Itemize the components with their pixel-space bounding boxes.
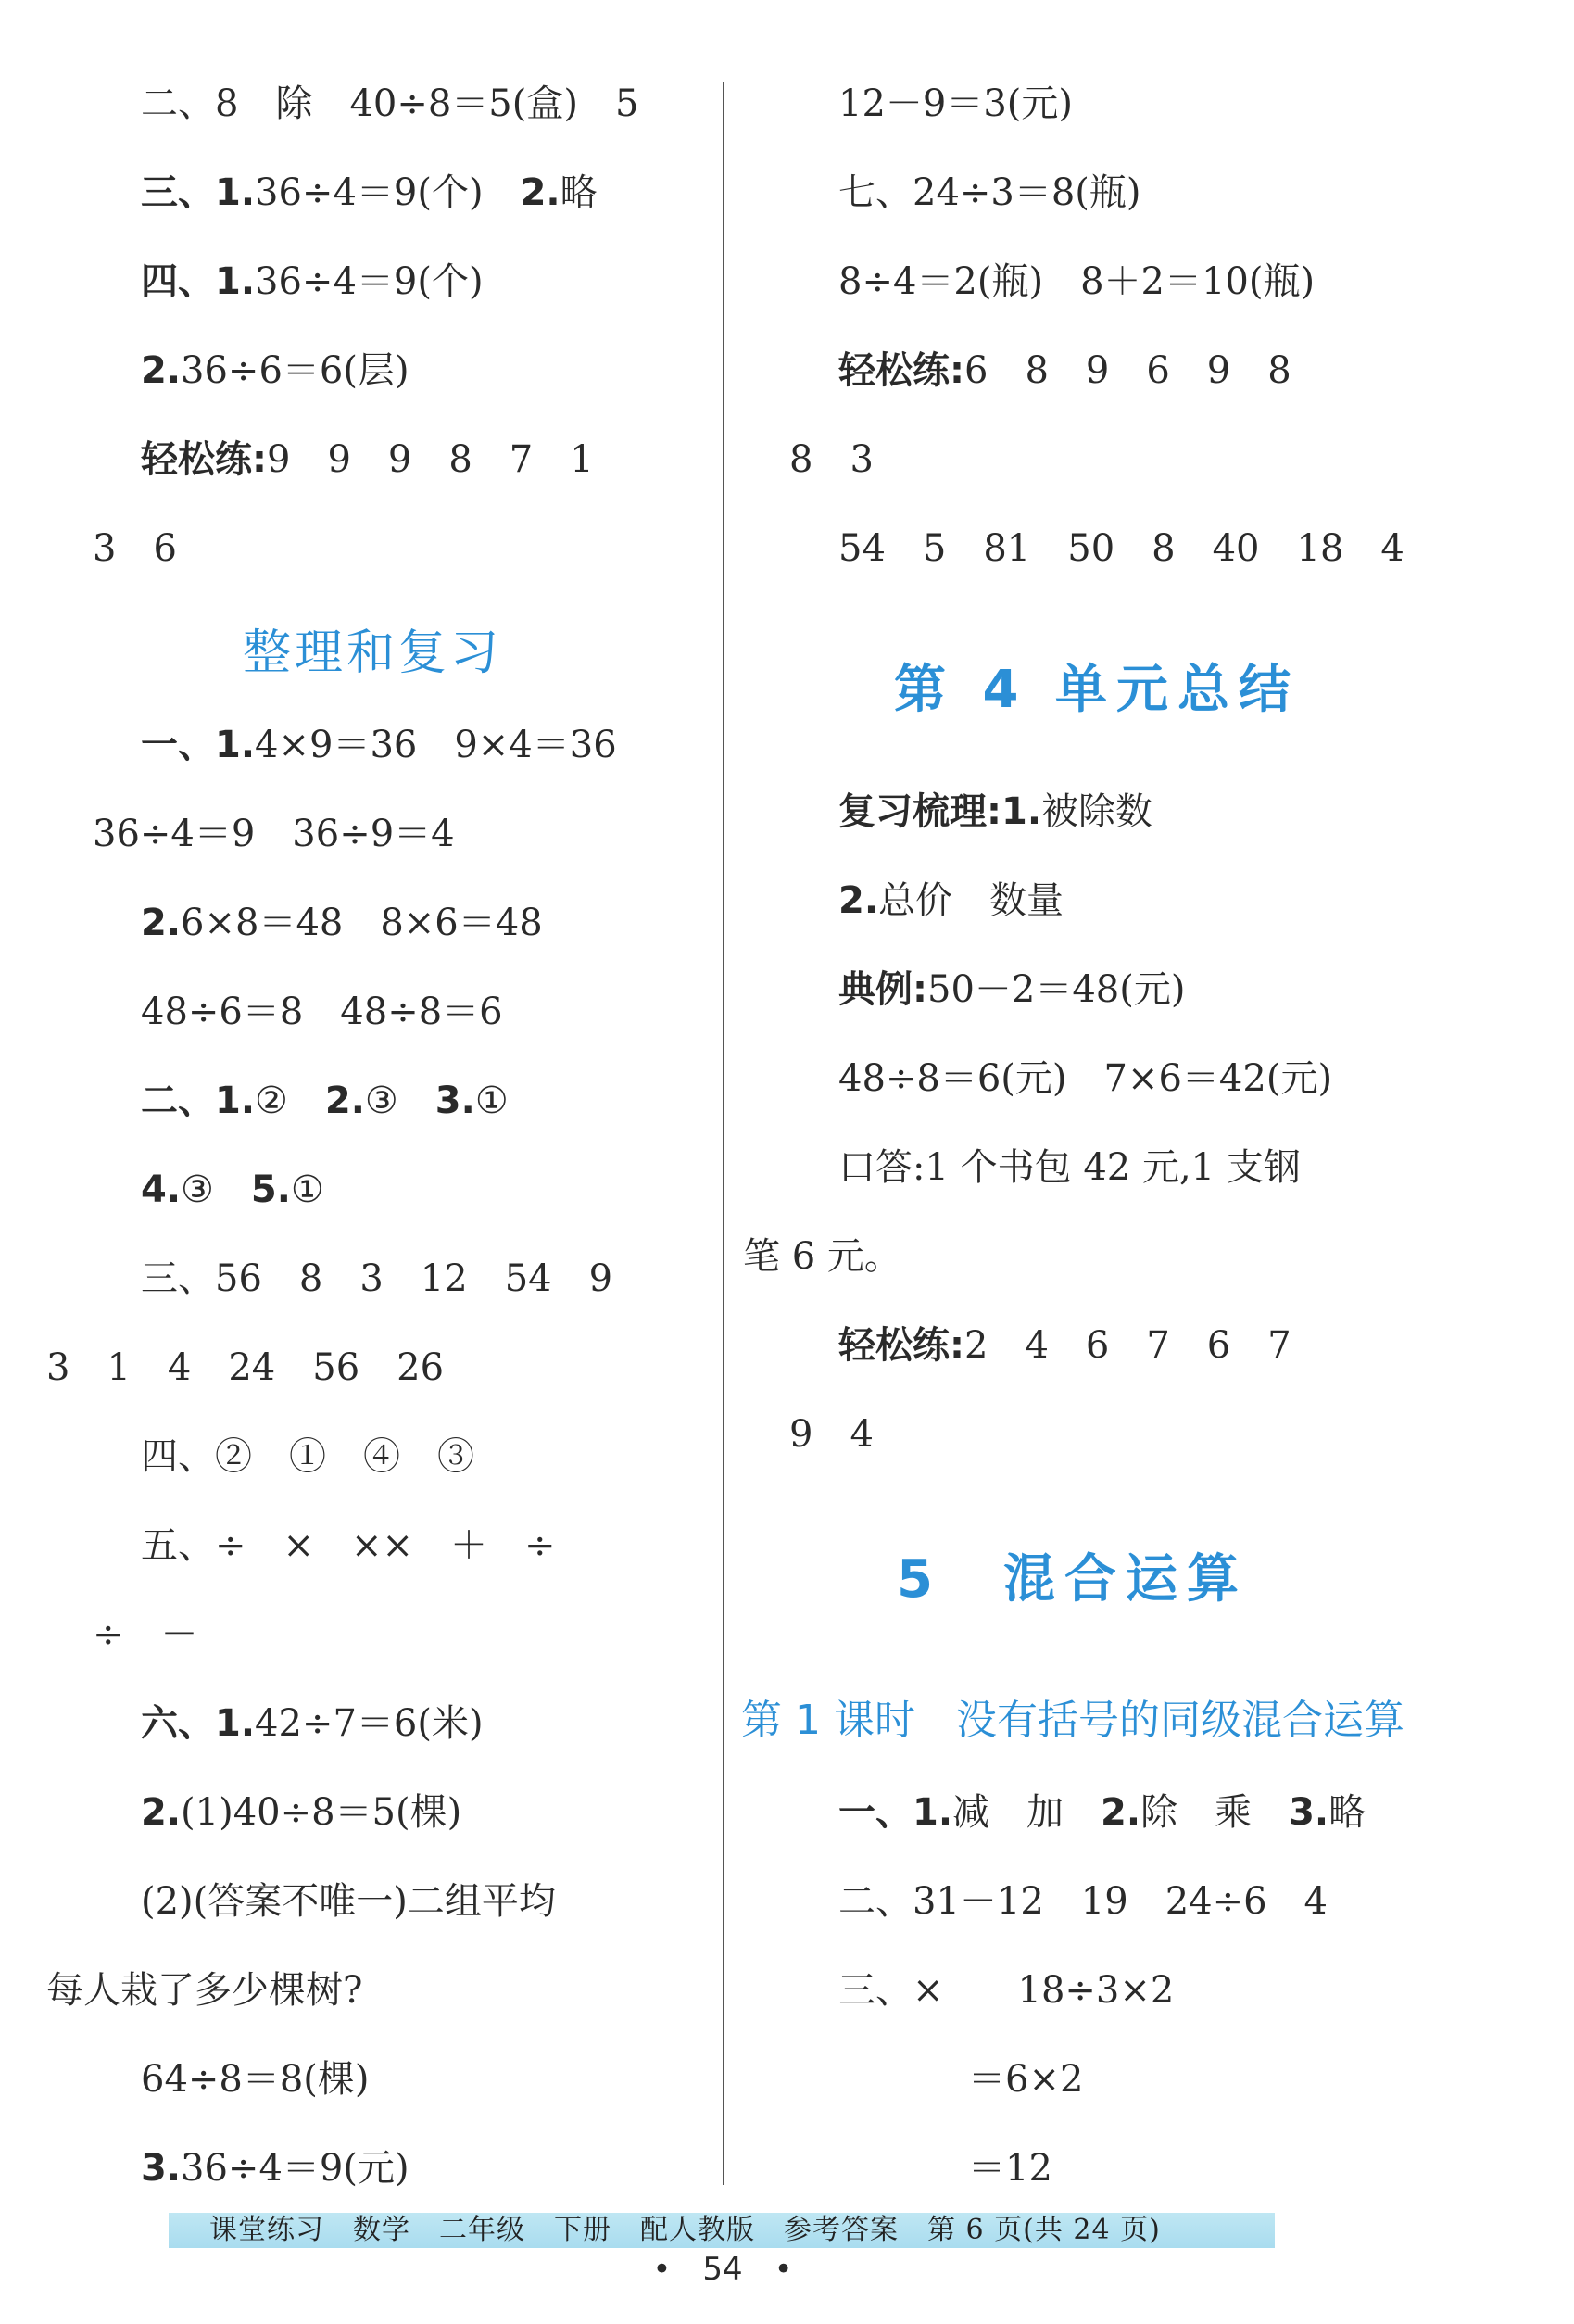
answer-line: 四、② ① ④ ③ <box>141 1435 474 1478</box>
answer-line: 4.③ 5.① <box>141 1168 324 1211</box>
answer-line: 3.36÷4＝9(元) <box>141 2147 409 2190</box>
answer-line: 口答:1 个书包 42 元,1 支钢 <box>838 1146 1301 1189</box>
answer-line: 三、1.36÷4＝9(个) 2.略 <box>141 171 598 214</box>
answer-line: 48÷8＝6(元) 7×6＝42(元) <box>838 1057 1333 1100</box>
answer-line: 典例:50－2＝48(元) <box>838 968 1186 1011</box>
answer-line: 五、÷ × ×× ＋ ÷ <box>141 1524 556 1567</box>
answer-line: 二、31－12 19 24÷6 4 <box>838 1880 1328 1923</box>
column-divider <box>723 82 724 2185</box>
answer-line: 一、1.减 加 2.除 乘 3.略 <box>838 1791 1366 1834</box>
answer-line: 三、× 18÷3×2 <box>838 1969 1175 2012</box>
answer-line: 3 1 4 24 56 26 <box>46 1346 445 1389</box>
answer-line: 轻松练:9 9 9 8 7 1 <box>141 438 594 481</box>
answer-line: 复习梳理:1.被除数 <box>838 790 1153 833</box>
answer-line: 2.(1)40÷8＝5(棵) <box>141 1791 462 1834</box>
answer-line: 三、56 8 3 12 54 9 <box>141 1257 613 1300</box>
answer-line: 一、1.4×9＝36 9×4＝36 <box>141 724 617 766</box>
footer-caption: 课堂练习 数学 二年级 下册 配人教版 参考答案 第 6 页(共 24 页) <box>209 2214 1161 2246</box>
answer-line: 48÷6＝8 48÷8＝6 <box>141 991 503 1033</box>
answer-line: ＝6×2 <box>968 2058 1084 2101</box>
answer-line: (2)(答案不唯一)二组平均 <box>141 1880 556 1923</box>
answer-line: 54 5 81 50 8 40 18 4 <box>838 527 1404 570</box>
answer-line: 四、1.36÷4＝9(个) <box>141 260 484 303</box>
answer-line: 轻松练:6 8 9 6 9 8 <box>838 349 1291 392</box>
answer-line: 36÷4＝9 36÷9＝4 <box>93 813 455 855</box>
answer-line: 12－9＝3(元) <box>838 82 1074 125</box>
answer-line: 2.总价 数量 <box>838 879 1064 922</box>
answer-line: ÷ － <box>93 1613 198 1656</box>
answer-line: 8 3 <box>789 438 874 481</box>
answer-line: 六、1.42÷7＝6(米) <box>141 1702 484 1745</box>
answer-line: ＝12 <box>968 2147 1052 2190</box>
answer-line: 每人栽了多少棵树? <box>46 1969 363 2012</box>
answer-line: 2.36÷6＝6(层) <box>141 349 409 392</box>
answer-line: 二、1.② 2.③ 3.① <box>141 1080 509 1122</box>
section-heading: 整理和复习 <box>243 625 503 681</box>
answer-line: 笔 6 元。 <box>743 1235 901 1278</box>
chapter-heading: 5 混合运算 <box>897 1549 1248 1610</box>
lesson-heading: 第 1 课时 没有括号的同级混合运算 <box>741 1697 1404 1744</box>
answer-line: 七、24÷3＝8(瓶) <box>838 171 1141 214</box>
answer-line: 轻松练:2 4 6 7 6 7 <box>838 1324 1291 1367</box>
answer-line: 二、8 除 40÷8＝5(盒) 5 <box>141 82 639 125</box>
answer-line: 8÷4＝2(瓶) 8＋2＝10(瓶) <box>838 260 1316 303</box>
answer-line: 9 4 <box>789 1413 874 1456</box>
answer-line: 64÷8＝8(棵) <box>141 2058 370 2101</box>
unit-summary-heading: 第 4 单元总结 <box>894 660 1300 720</box>
page-number: • 54 • <box>652 2251 793 2288</box>
answer-line: 3 6 <box>93 527 177 570</box>
answer-line: 2.6×8＝48 8×6＝48 <box>141 902 543 944</box>
